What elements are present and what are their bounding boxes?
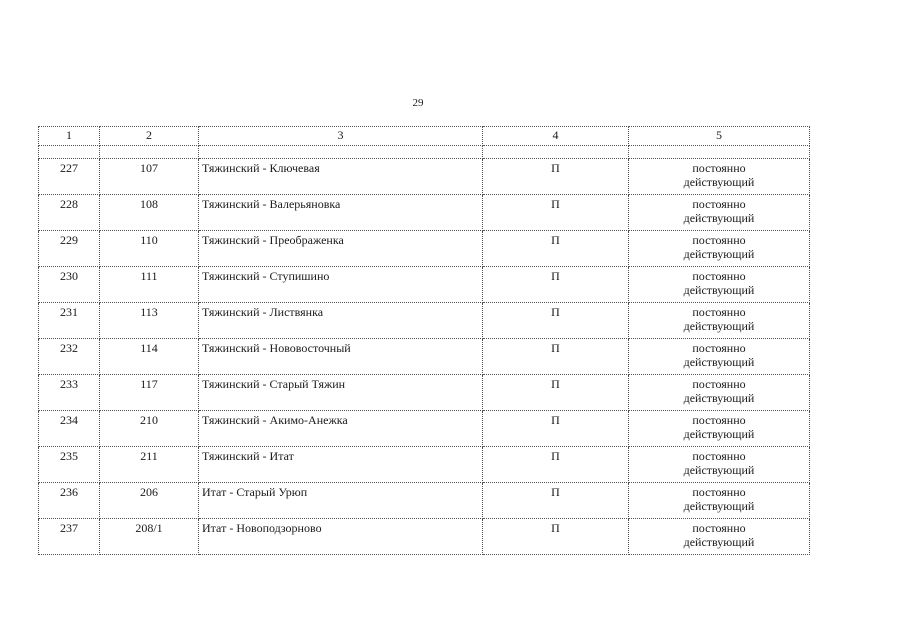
route-type-cell: П	[483, 375, 629, 411]
route-type-cell: П	[483, 339, 629, 375]
route-number-cell: 114	[100, 339, 199, 375]
header-spacer-row	[39, 146, 810, 159]
status-line-2: действующий	[683, 391, 755, 405]
column-header-2: 2	[100, 127, 199, 146]
table-row	[39, 195, 810, 231]
route-status-cell	[629, 267, 810, 303]
table-row	[39, 519, 810, 555]
routes-table	[38, 126, 810, 555]
status-line-2: действующий	[683, 463, 755, 477]
route-type-cell: П	[483, 303, 629, 339]
table-row	[39, 159, 810, 195]
row-index-cell: 232	[39, 339, 100, 375]
route-status-cell	[629, 411, 810, 447]
route-status-cell	[629, 339, 810, 375]
route-type-cell: П	[483, 231, 629, 267]
route-name-cell: Тяжинский - Листвянка	[199, 303, 483, 339]
route-status-cell	[629, 195, 810, 231]
row-index-cell: 230	[39, 267, 100, 303]
route-number-cell: 208/1	[100, 519, 199, 555]
route-name-cell: Итат - Новоподзорново	[199, 519, 483, 555]
status-line-2: действующий	[683, 283, 755, 297]
route-name-cell: Тяжинский - Итат	[199, 447, 483, 483]
route-name-cell: Тяжинский - Преображенка	[199, 231, 483, 267]
column-header-3: 3	[199, 127, 483, 146]
row-index-cell: 229	[39, 231, 100, 267]
status-line-1: постоянно	[692, 449, 746, 463]
route-number-cell: 210	[100, 411, 199, 447]
status-line-2: действующий	[683, 535, 755, 549]
row-index-cell: 235	[39, 447, 100, 483]
status-line-2: действующий	[683, 355, 755, 369]
row-index-cell: 233	[39, 375, 100, 411]
route-type-cell: П	[483, 159, 629, 195]
route-status-cell	[629, 231, 810, 267]
route-number-cell: 108	[100, 195, 199, 231]
route-type-cell: П	[483, 483, 629, 519]
status-line-2: действующий	[683, 319, 755, 333]
row-index-cell: 237	[39, 519, 100, 555]
route-type-cell: П	[483, 519, 629, 555]
table-row	[39, 447, 810, 483]
table-row	[39, 267, 810, 303]
route-status-cell	[629, 375, 810, 411]
route-status-cell	[629, 519, 810, 555]
status-line-1: постоянно	[692, 269, 746, 283]
route-type-cell: П	[483, 267, 629, 303]
status-line-1: постоянно	[692, 521, 746, 535]
page-number: 29	[412, 97, 424, 109]
route-type-cell: П	[483, 195, 629, 231]
route-name-cell: Тяжинский - Старый Тяжин	[199, 375, 483, 411]
table-row	[39, 483, 810, 519]
route-number-cell: 206	[100, 483, 199, 519]
route-number-cell: 110	[100, 231, 199, 267]
status-line-1: постоянно	[692, 341, 746, 355]
status-line-1: постоянно	[692, 377, 746, 391]
route-type-cell: П	[483, 447, 629, 483]
row-index-cell: 228	[39, 195, 100, 231]
table-row	[39, 375, 810, 411]
route-status-cell	[629, 483, 810, 519]
row-index-cell: 231	[39, 303, 100, 339]
route-name-cell: Итат - Старый Урюп	[199, 483, 483, 519]
route-number-cell: 113	[100, 303, 199, 339]
status-line-1: постоянно	[692, 413, 746, 427]
header-row	[39, 127, 810, 146]
column-header-1: 1	[39, 127, 100, 146]
status-line-1: постоянно	[692, 305, 746, 319]
route-name-cell: Тяжинский - Ступишино	[199, 267, 483, 303]
status-line-1: постоянно	[692, 197, 746, 211]
column-header-5: 5	[629, 127, 810, 146]
route-name-cell: Тяжинский - Нововосточный	[199, 339, 483, 375]
status-line-2: действующий	[683, 499, 755, 513]
table-row	[39, 231, 810, 267]
route-number-cell: 111	[100, 267, 199, 303]
route-name-cell: Тяжинский - Ключевая	[199, 159, 483, 195]
row-index-cell: 234	[39, 411, 100, 447]
table-row	[39, 339, 810, 375]
table-row	[39, 303, 810, 339]
row-index-cell: 236	[39, 483, 100, 519]
route-name-cell: Тяжинский - Акимо-Анежка	[199, 411, 483, 447]
status-line-2: действующий	[683, 175, 755, 189]
status-line-1: постоянно	[692, 233, 746, 247]
table-row	[39, 411, 810, 447]
route-status-cell	[629, 447, 810, 483]
status-line-1: постоянно	[692, 161, 746, 175]
status-line-2: действующий	[683, 427, 755, 441]
route-number-cell: 117	[100, 375, 199, 411]
route-number-cell: 107	[100, 159, 199, 195]
route-status-cell	[629, 303, 810, 339]
status-line-2: действующий	[683, 211, 755, 225]
route-name-cell: Тяжинский - Валерьяновка	[199, 195, 483, 231]
route-number-cell: 211	[100, 447, 199, 483]
route-status-cell	[629, 159, 810, 195]
row-index-cell: 227	[39, 159, 100, 195]
status-line-2: действующий	[683, 247, 755, 261]
column-header-4: 4	[483, 127, 629, 146]
status-line-1: постоянно	[692, 485, 746, 499]
route-type-cell: П	[483, 411, 629, 447]
